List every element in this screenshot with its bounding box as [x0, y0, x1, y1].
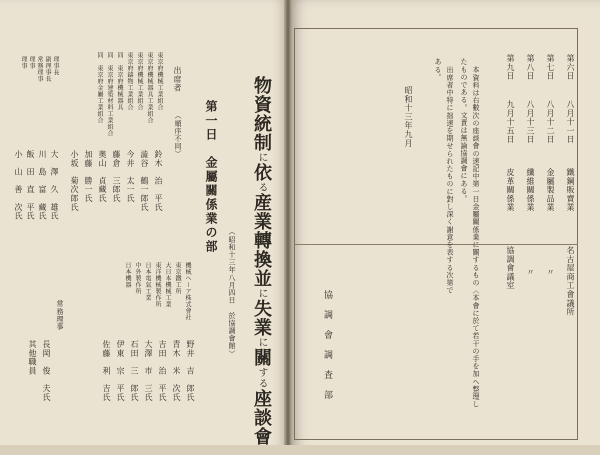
schedule-place: 〃: [546, 268, 555, 277]
org-item: 東京府鑄物工業組合: [126, 52, 133, 111]
schedule-topic: 皮革關係業: [506, 168, 515, 212]
article-title: 物資統制に依る産業轉換並に失業に關する座談會: [251, 76, 272, 446]
attendee-name: 今井 太一氏: [126, 150, 135, 203]
attendee-name: 佐藤 利 吉氏: [102, 340, 111, 402]
org-item: 中外製作所: [134, 262, 141, 295]
attendee-name: 野井 吉 郎氏: [186, 340, 195, 402]
schedule-day: 第八日: [526, 54, 535, 81]
schedule-date: 八月十二日: [546, 100, 555, 144]
org-item: 日本機器: [124, 262, 131, 288]
org-item: 同 東京府金屬工業組合: [96, 52, 103, 124]
attendee-name: 伊東 宗 平氏: [116, 340, 125, 402]
schedule-topic: 鐵鋼販賣業: [566, 168, 575, 212]
attendee-name: 飯 田 直 平氏: [26, 150, 35, 221]
schedule-place: 協調會議室: [506, 246, 515, 290]
title-note: （昭和十三年八月四日 於協調會館）: [228, 228, 236, 358]
attendee-name: 青木 米 次氏: [172, 340, 181, 402]
page-frame: [294, 28, 578, 440]
divider: [294, 244, 578, 245]
org-item: 同 東京府建築材料工業組合: [106, 52, 113, 137]
attendee-name: 鈴木 治 平氏: [154, 150, 163, 212]
book-gutter: [284, 0, 292, 455]
section-heading: 第一日 金屬關係業の部: [204, 100, 218, 254]
schedule-topic: 纖維關係業: [526, 168, 535, 212]
attendee-name: 藤倉 三郎氏: [112, 150, 121, 203]
attendee-name: 吉田 治 平氏: [158, 340, 167, 402]
role-item: 常務理事: [56, 300, 64, 331]
role-item: 理事: [28, 56, 35, 69]
attendee-name: 加藤 勝一氏: [84, 150, 93, 203]
schedule-day: 第六日: [566, 54, 575, 81]
role-item: 理事: [20, 56, 27, 69]
schedule-day: 第九日: [506, 54, 515, 81]
attendee-name: 其他職員: [28, 340, 37, 376]
schedule-date: 八月十三日: [526, 100, 535, 144]
note-line: 本資料は右數次の座談會の速記中第一日金屬關係業に關するもの〈本會に於て若干の手を加へ整理し: [472, 66, 480, 408]
schedule-date: 九月十五日: [506, 100, 515, 144]
attendees-note: （順序不同）: [174, 112, 182, 158]
note-line: 出席者中特に拙速を期せられたものに對し深く謝意を表する次第で: [446, 66, 454, 294]
org-item: 同 東京府機械器具: [116, 52, 123, 111]
org-item: 東京府機械工業組合: [156, 52, 163, 111]
role-item: 常務理事: [36, 56, 43, 82]
note-line: たものである。文責は無論協調會にある。: [460, 58, 468, 203]
schedule-topic: 金屬製品業: [546, 168, 555, 212]
attendee-name: 小坂 菊次郎氏: [70, 150, 79, 212]
org-item: 機械ヘーア株式會社: [184, 262, 191, 321]
attendee-name: 奥山 貞藏氏: [98, 150, 107, 203]
org-item: 東京鐵工所: [174, 262, 181, 295]
note-line: ある。: [434, 58, 442, 81]
attendees-label: 出席者: [173, 66, 182, 93]
org-item: 東京府機械器具工業組合: [146, 52, 153, 124]
org-item: 東京府機械工業組合: [136, 52, 143, 111]
org-item: 日本電氣工業: [144, 262, 151, 301]
org-item: 東洋機械製作所: [154, 262, 161, 308]
attendee-name: 長岡 俊 夫氏: [42, 340, 51, 402]
schedule-place: 名古屋商工會議所: [566, 246, 575, 317]
attendee-name: 澁谷 鶴一郎氏: [140, 150, 149, 212]
schedule-date: 八月十一日: [566, 100, 575, 144]
attendee-name: 川 島 富 藏氏: [38, 150, 47, 221]
attendee-name: 大澤 市 三氏: [144, 340, 153, 402]
role-item: 副理事長: [44, 56, 51, 82]
schedule-place: 〃: [526, 268, 535, 277]
page-edge: [0, 445, 600, 455]
schedule-day: 第七日: [546, 54, 555, 81]
attendee-name: 石田 三 郎氏: [130, 340, 139, 402]
role-item: 理事長: [52, 56, 59, 76]
date-line: 昭和十三年九月: [404, 86, 413, 148]
attendee-name: 大 澤 久 雄氏: [50, 150, 59, 221]
publisher: 協 調 會 調 査 部: [322, 290, 332, 400]
attendee-name: 小 山 善 次氏: [14, 150, 23, 221]
org-item: 大日本機械工業: [164, 262, 171, 308]
